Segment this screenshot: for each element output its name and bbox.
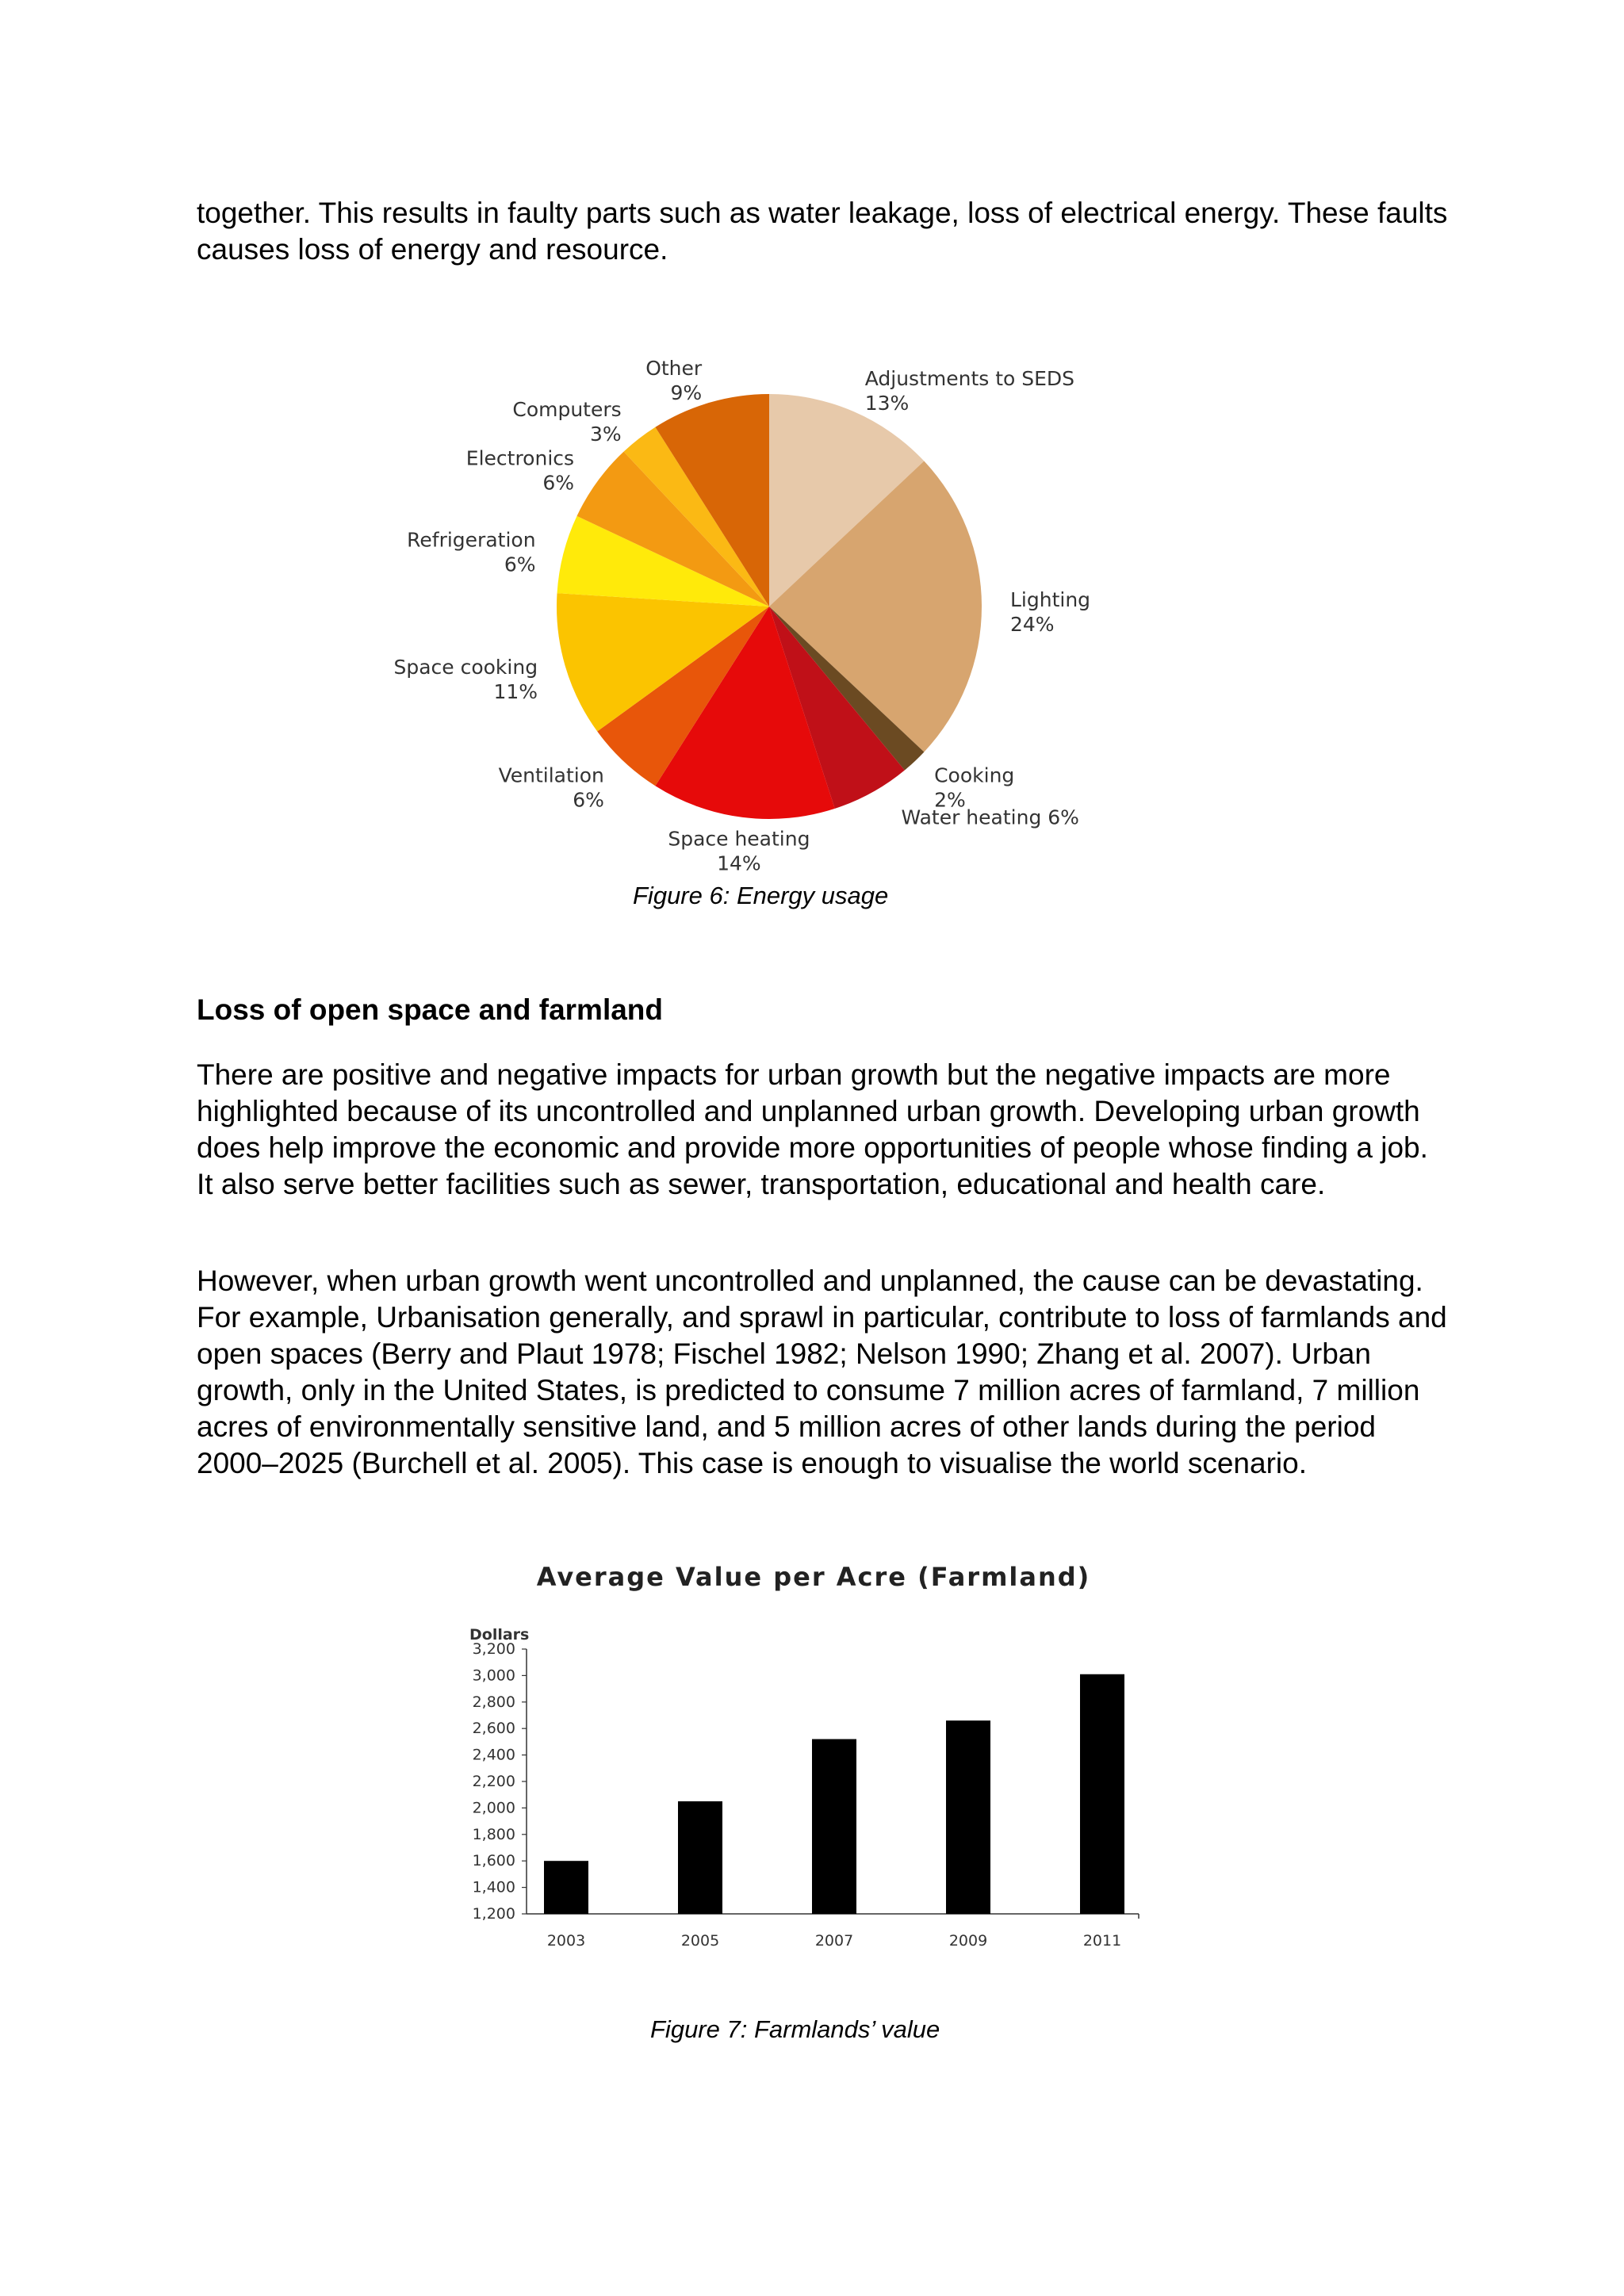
x-tick-label: 2005	[680, 1932, 720, 1950]
pie-value-lighting: 24%	[1010, 613, 1055, 636]
x-tick-label: 2003	[546, 1932, 586, 1950]
pie-label-electronics: Electronics	[465, 446, 575, 470]
pie-label-water-heating: Water heating 6%	[901, 806, 1079, 829]
paragraph-1: There are positive and negative impacts for urban growth but the negative impacts are more highlighted because of its uncontrolled and unplanned urban growth. Developing urban growth does help improve the economic and provide more opportunities of people whose finding a job. It also serve better facilities such as sewer, transportation, educational and health care.	[197, 1058, 1428, 1200]
pie-label-space-heating: Space heating	[668, 827, 810, 851]
pie-label-other: Other	[645, 357, 703, 381]
figure-7-caption: Figure 7: Farmlands’ value	[650, 2015, 940, 2043]
pie-value-other: 9%	[670, 381, 703, 405]
pie-value-adjustments-to-seds: 13%	[864, 392, 910, 415]
y-tick-label: 2,000	[472, 1799, 515, 1817]
x-tick-label: 2011	[1082, 1932, 1122, 1950]
intro-paragraph: together. This results in faulty parts such as water leakage, loss of electrical energy. These faults causes loss of energy and resource.	[197, 197, 1448, 266]
pie-label-ventilation: Ventilation	[498, 763, 604, 787]
y-tick-label: 1,800	[472, 1825, 515, 1843]
bar-2007	[812, 1739, 856, 1914]
pie-value-cooking: 2%	[934, 788, 966, 812]
y-tick-label: 3,200	[472, 1640, 515, 1658]
y-tick-label: 1,400	[472, 1878, 515, 1896]
pie-label-computers: Computers	[512, 397, 622, 421]
pie-value-refrigeration: 6%	[504, 553, 536, 576]
pie-value-ventilation: 6%	[573, 788, 604, 812]
y-axis-label: Dollars	[469, 1626, 530, 1644]
bar-2003	[544, 1861, 588, 1914]
pie-value-space-cooking: 11%	[493, 679, 538, 703]
y-tick-label: 1,200	[472, 1905, 515, 1923]
y-tick-label: 2,200	[472, 1773, 515, 1790]
pie-label-cooking: Cooking	[934, 763, 1015, 787]
paragraph-2: However, when urban growth went uncontrolled and unplanned, the cause can be devastating. For example, Urbanisation generally, and sprawl in particular, contribute to loss of farmlands and open spaces (Berry and Plaut 1978; Fischel 1982; Nelson 1990; Zhang et al. 2007). Urban growth, only in the United States, is predicted to consume 7 million acres of farmland, 7 million acres of environmentally sensitive land, and 5 million acres of other lands during the period 2000–2025 (Burchell et al. 2005). This case is enough to visualise the world scenario.	[197, 1265, 1447, 1479]
section-heading: Loss of open space and farmland	[197, 993, 664, 1026]
pie-label-adjustments-to-seds: Adjustments to SEDS	[864, 367, 1075, 391]
x-tick-label: 2007	[814, 1932, 854, 1950]
bar-2005	[678, 1801, 722, 1914]
figure-6-caption: Figure 6: Energy usage	[633, 882, 889, 909]
y-tick-label: 2,400	[472, 1746, 515, 1764]
bar-2009	[946, 1720, 990, 1914]
farmland-value-bar-chart	[0, 1546, 1624, 1966]
pie-label-space-cooking: Space cooking	[393, 655, 538, 679]
y-tick-label: 3,000	[472, 1667, 515, 1685]
y-tick-label: 2,600	[472, 1720, 515, 1738]
energy-usage-pie-chart	[0, 333, 1624, 888]
x-tick-label: 2009	[948, 1932, 988, 1950]
y-tick-label: 2,800	[472, 1693, 515, 1711]
bar-2011	[1080, 1674, 1124, 1914]
bar-chart-title: Average Value per Acre (Farmland)	[536, 1562, 1091, 1592]
pie-label-refrigeration: Refrigeration	[407, 528, 536, 552]
pie-label-lighting: Lighting	[1010, 588, 1091, 611]
y-tick-label: 1,600	[472, 1852, 515, 1870]
pie-value-space-heating: 14%	[717, 851, 761, 875]
pie-value-electronics: 6%	[542, 471, 575, 495]
pie-value-computers: 3%	[590, 422, 622, 446]
